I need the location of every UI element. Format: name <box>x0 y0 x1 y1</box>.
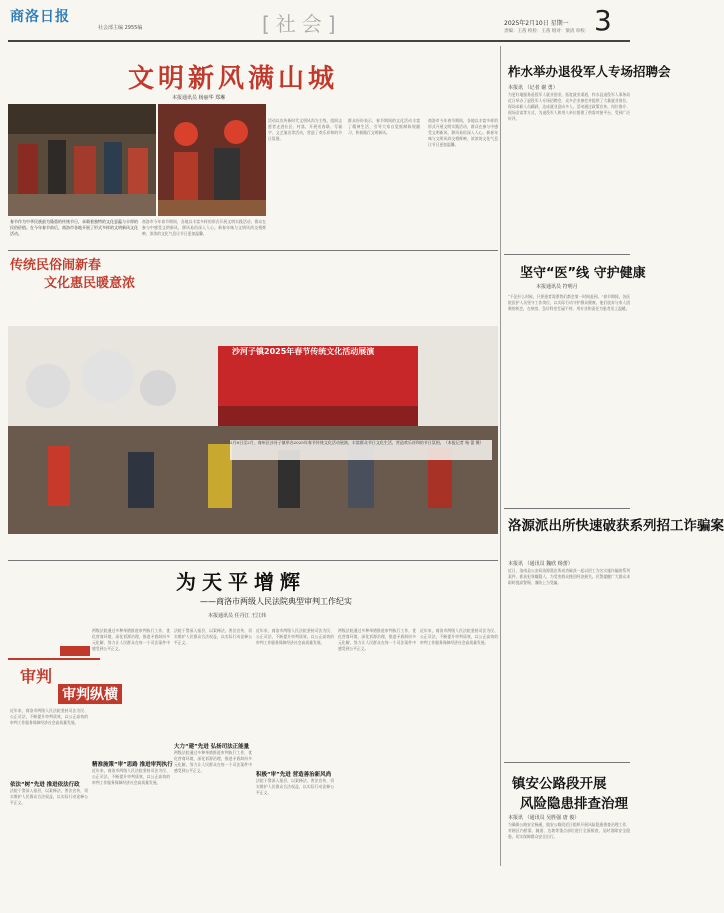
article6-headline-line1: 镇安公路段开展 <box>512 776 607 792</box>
article5-subheadline: ——商洛市两级人民法院典型审判工作纪实 <box>200 597 352 606</box>
department-label: 社会部主编 2955编 <box>98 25 143 31</box>
divider <box>504 254 630 255</box>
article2-body: 为更好地服务退役军人就业创业，拓宽就业渠道，柞水县退役军人事务局近日举办了退役军人专场招聘会，众多企业参会并提供了大量就业岗位，现场求职人员踊跃，达成就业意向多人。活动通过政策宣传、岗位推介、现场洽谈等方式，为退役军人和用人单位搭建了供需对接平台，受到广泛好评。 <box>508 92 630 121</box>
article5-body-a: 近年来，商洛市两级人民法院坚持司法为民、公正司法，不断提升审判质效，以公正高效的审判工作服务保障经济社会高质量发展。 <box>10 708 88 725</box>
article4-body: 近日，洛南县公安局洛源派出所成功破获一起以招工为名实施诈骗的系列案件，抓获犯罪嫌疑人，为受害群众挽回经济损失。民警提醒广大群众求职时提高警惕，谨防上当受骗。 <box>508 568 630 585</box>
festival-photo-scene <box>8 326 498 534</box>
article1-photo-2-scene <box>158 104 266 216</box>
article5-body-i: 两级法院通过多种举措推进审判执行工作，优化营商环境，深化诉源治理，推进矛盾纠纷多元化解，努力让人民群众在每一个司法案件中感受到公平正义。 <box>338 628 416 651</box>
article4-headline-line1: 洛源派出所快速破获系列招工诈骗案 <box>508 518 724 534</box>
photo-title-line2: 文化惠民暖意浓 <box>44 276 136 291</box>
page-number: 3 <box>594 4 612 37</box>
article1-byline: 本报通讯员 杨丽华 郑琳 <box>172 95 226 101</box>
article1-photo-2 <box>158 104 266 216</box>
article3-body: “不论什么时候，只要患者需要我们都会第一时间赶到。”春节期间，各医院医护人员坚守工作岗位，以实际行动守护群众健康。他们放弃与家人团聚的机会，在病房、急诊科室忙碌不停，用专业和责任为患者送上温暖。 <box>508 294 630 311</box>
sidebar-tag: 审判 <box>20 667 53 686</box>
editors-line: 责编：王茜 校检：王茜 组对：梁清 审校： <box>504 29 590 34</box>
sidebar-title: 审判纵横 <box>58 684 122 704</box>
photo-title-line1: 传统民俗闹新春 <box>10 258 102 273</box>
divider <box>504 762 630 763</box>
divider <box>8 560 498 561</box>
article5-body-e: 法院干警深入基层，以案释法，普法宣传，切实维护人民群众合法权益，以实际行动诠释公平正义。 <box>174 628 252 645</box>
article5-headline: 为天平增辉 <box>176 570 306 594</box>
article5-byline: 本报通讯员 任丹江 王江炜 <box>208 613 267 619</box>
article1-body-a: 商洛市今年春节期间，各地以丰富多样的形式开展文明实践活动，群众在参与中感受文明新风，移风易俗深入人心。新春年味与文明风尚交相辉映，浓浓的文化气息让节日更加温馨。 <box>142 219 266 236</box>
issue-date: 2025年2月10日 星期一 <box>504 20 569 27</box>
article4-byline: 本报讯 （通讯员 魏欣 杨蕾） <box>508 561 573 567</box>
article5-subhead-3: 大力“建”先进 弘扬司法正能量 <box>174 744 250 750</box>
festival-photo <box>8 326 498 534</box>
divider <box>8 250 498 251</box>
article5-body-j: 近年来，商洛市两级人民法院坚持司法为民、公正司法，不断提升审判质效，以公正高效的审判工作服务保障经济社会高质量发展。 <box>420 628 498 645</box>
divider <box>504 508 630 509</box>
article3-byline: 本报通讯员 符明月 <box>536 284 578 290</box>
column-divider <box>500 46 501 866</box>
article2-headline: 柞水举办退役军人专场招聘会 <box>508 64 671 79</box>
article5-body-f: 两级法院通过多种举措推进审判执行工作，优化营商环境，深化诉源治理，推进矛盾纠纷多元化解，努力让人民群众在每一个司法案件中感受到公平正义。 <box>174 750 252 773</box>
sidebar-rule <box>8 658 100 660</box>
article2-byline: 本报讯 （记者 谢 勇） <box>508 85 558 91</box>
article6-headline-line2: 风险隐患排查治理 <box>520 796 628 812</box>
article6-body: 为确保公路安全畅通，镇安公路段近日组织开展风险隐患排查治理工作，对辖区内桥梁、隧道、边坡等重点部位进行全面排查，及时消除安全隐患，切实保障群众安全出行。 <box>508 822 630 839</box>
article6-byline: 本报讯 （通讯员 吴胜强 唐 俊） <box>508 815 580 821</box>
article1-photo-1 <box>8 104 156 216</box>
sidebar-tab <box>60 646 90 656</box>
article1-body-c: 群众纷纷表示，春节期间的文化活动丰富了精神生活，引导大家自觉抵制陈规陋习，积极践行文明新风。 <box>348 118 420 135</box>
article1-headline: 文明新风满山城 <box>128 64 339 94</box>
article3-headline: 坚守“医”线 守护健康 <box>520 266 646 281</box>
article1-body-b: 活动以宣传新时代文明风尚为主线，组织志愿者走进社区、村落，开展送春联、写福字、文艺演出等活动，营造了欢乐祥和的节日氛围。 <box>268 118 342 141</box>
article5-body-h: 法院干警深入基层，以案释法，普法宣传，切实维护人民群众合法权益，以实际行动诠释公平正义。 <box>256 778 334 795</box>
newspaper-logo: 商洛日报 <box>10 9 70 25</box>
article5-subhead-2: 精准施策“审”思路 推进审判执行 <box>92 762 173 768</box>
article5-body-b: 法院干警深入基层，以案释法，普法宣传，切实维护人民群众合法权益，以实际行动诠释公平正义。 <box>10 788 88 805</box>
section-title: [社会] <box>262 12 342 36</box>
photo-caption: 2月8日至2月，商州区沙河子镇举办2025年春节传统文化活动展演，丰富群众节日文化生活，营造欢乐祥和的节日氛围。（本报记者 杨 蕾 摄） <box>230 440 492 460</box>
article5-body-d: 近年来，商洛市两级人民法院坚持司法为民、公正司法，不断提升审判质效，以公正高效的审判工作服务保障经济社会高质量发展。 <box>92 768 170 785</box>
article1-body-d: 商洛市今年春节期间，各地以丰富多样的形式开展文明实践活动，群众在参与中感受文明新风，移风易俗深入人心。新春年味与文明风尚交相辉映，浓浓的文化气息让节日更加温馨。 <box>428 118 498 147</box>
article5-subhead-4: 积极“审”先进 营造善治新风尚 <box>256 772 332 778</box>
article1-photo-1-scene <box>8 104 156 216</box>
article5-body-g: 近年来，商洛市两级人民法院坚持司法为民、公正司法，不断提升审判质效，以公正高效的审判工作服务保障经济社会高质量发展。 <box>256 628 334 645</box>
photo-banner: 沙河子镇2025年春节传统文化活动展演 <box>232 347 375 356</box>
article1-caption: 春节作为中华民族最为隆重的传统节日，承载着独特的文化意蕴与丰厚的民俗价值。在今年春节前后，商洛市各地开展了形式多样的文明新风文化活动。 <box>10 219 138 236</box>
masthead-rule <box>8 40 630 42</box>
article5-body-c: 两级法院通过多种举措推进审判执行工作，优化营商环境，深化诉源治理，推进矛盾纠纷多元化解，努力让人民群众在每一个司法案件中感受到公平正义。 <box>92 628 170 651</box>
article5-subhead-1: 依法“树”先进 推进依法行政 <box>10 782 80 788</box>
